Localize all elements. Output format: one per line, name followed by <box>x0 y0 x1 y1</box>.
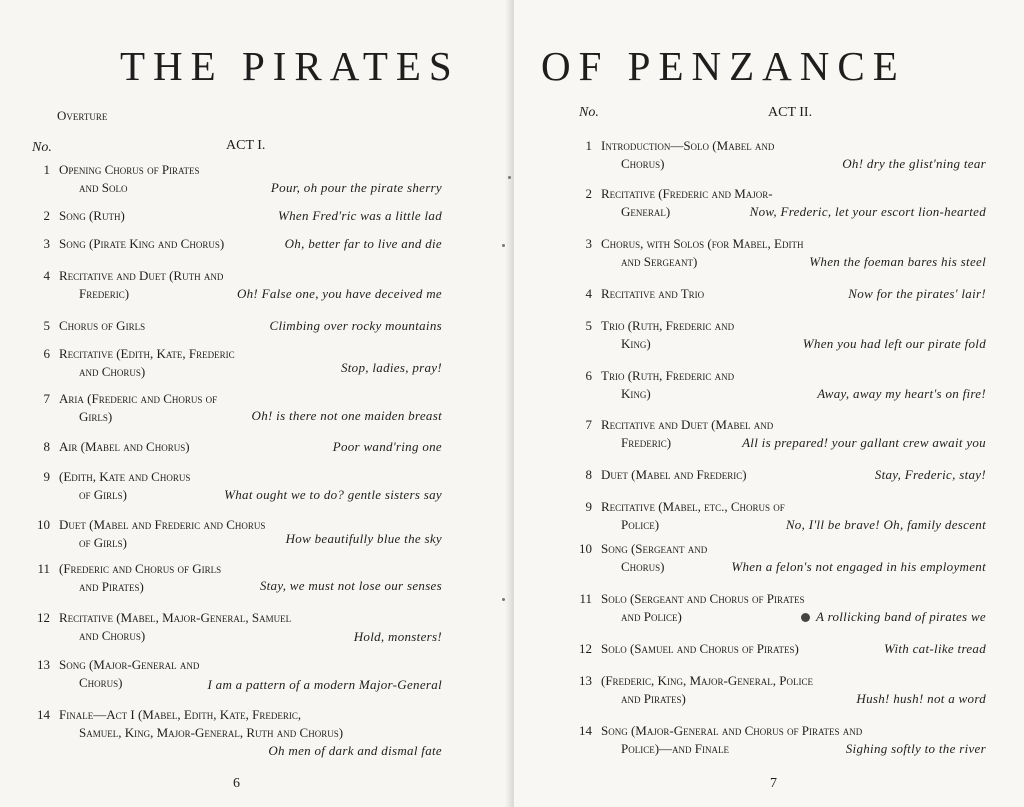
item-description: Recitative (Edith, Kate, Frederic and Chorus) <box>59 346 235 379</box>
item-first-line: With cat-like tread <box>884 641 986 656</box>
item-description: Trio (Ruth, Frederic and King) <box>601 318 735 351</box>
overture-label: Overture <box>57 108 108 123</box>
item-first-line: Away, away my heart's on fire! <box>817 386 986 401</box>
item-first-line: Hush! hush! not a word <box>856 691 986 706</box>
item-first-line: Oh men of dark and dismal fate <box>268 743 442 758</box>
item-first-line: What ought we to do? gentle sisters say <box>224 487 442 502</box>
item-first-line: I am a pattern of a modern Major-General <box>207 677 442 692</box>
item-first-line: Pour, oh pour the pirate sherry <box>270 180 442 195</box>
item-number: 3 <box>585 236 592 251</box>
item-first-line: Oh! dry the glist'ning tear <box>842 156 986 171</box>
right-page <box>514 0 1024 807</box>
item-description: Aria (Frederic and Chorus of Girls) <box>59 391 218 424</box>
item-number: 1 <box>43 162 50 177</box>
page-number: 6 <box>233 776 240 791</box>
item-description: Recitative (Mabel, etc., Chorus of Police) <box>601 499 785 532</box>
item-number: 10 <box>37 517 50 532</box>
title-left: THE PIRATES <box>120 43 460 89</box>
item-first-line: Stay, we must not lose our senses <box>259 578 442 593</box>
item-first-line: When the foeman bares his steel <box>809 254 986 269</box>
item-number: 14 <box>579 723 592 738</box>
item-description: Air (Mabel and Chorus) <box>59 439 190 454</box>
item-number: 6 <box>43 346 50 361</box>
item-first-line: Oh! is there not one maiden breast <box>251 408 442 423</box>
item-number: 13 <box>579 673 592 688</box>
item-first-line: Now, Frederic, let your escort lion-hearted <box>749 204 986 219</box>
item-number: 12 <box>37 610 50 625</box>
print-speck <box>502 244 505 247</box>
number-column-label: No. <box>579 105 599 120</box>
item-description: Duet (Mabel and Frederic) <box>601 467 747 482</box>
print-speck <box>502 598 505 601</box>
item-first-line: Stay, Frederic, stay! <box>874 467 986 482</box>
item-description: Solo (Samuel and Chorus of Pirates) <box>601 641 799 656</box>
item-number: 11 <box>37 561 50 576</box>
item-number: 9 <box>43 469 50 484</box>
item-description: Chorus, with Solos (for Mabel, Edith and Sergeant) <box>601 236 804 269</box>
item-number: 5 <box>585 318 592 333</box>
item-description: Recitative and Duet (Ruth and Frederic) <box>59 268 224 301</box>
item-description: Trio (Ruth, Frederic and King) <box>601 368 735 401</box>
item-first-line: When you had left our pirate fold <box>802 336 986 351</box>
item-description: Recitative and Duet (Mabel and Frederic) <box>601 417 774 450</box>
item-first-line: Poor wand'ring one <box>332 439 442 454</box>
item-number: 4 <box>585 286 592 301</box>
page-number: 7 <box>770 776 777 791</box>
item-description: Opening Chorus of Pirates and Solo <box>59 162 200 195</box>
number-column-label: No. <box>32 140 52 155</box>
item-number: 14 <box>37 707 50 722</box>
item-number: 12 <box>579 641 592 656</box>
item-first-line: Now for the pirates' lair! <box>848 286 986 301</box>
item-number: 7 <box>43 391 50 406</box>
item-description: Finale—Act I (Mabel, Edith, Kate, Frederic, Samuel, King, Major-General, Ruth and Chorus) <box>59 707 344 740</box>
item-first-line: Stop, ladies, pray! <box>340 360 442 375</box>
item-first-line: Climbing over rocky mountains <box>269 318 442 333</box>
item-number: 8 <box>585 467 592 482</box>
item-number: 4 <box>43 268 50 283</box>
item-number: 1 <box>585 138 592 153</box>
item-first-line: Oh! False one, you have deceived me <box>236 286 442 301</box>
item-description: Song (Major-General and Chorus) <box>59 657 200 690</box>
item-description: (Frederic and Chorus of Girls and Pirates) <box>59 561 222 594</box>
item-first-line: All is prepared! your gallant crew await you <box>742 435 986 450</box>
item-description: Recitative and Trio <box>601 286 705 301</box>
left-page <box>0 0 510 807</box>
item-description: Song (Ruth) <box>59 208 125 223</box>
act-heading: ACT II. <box>768 105 813 120</box>
title-right: OF PENZANCE <box>541 43 906 89</box>
print-speck <box>508 176 511 179</box>
item-first-line: Oh, better far to live and die <box>284 236 442 251</box>
item-description: Recitative (Mabel, Major-General, Samuel and Chorus) <box>59 610 292 643</box>
item-first-line: Sighing softly to the river <box>845 741 986 756</box>
item-description: (Edith, Kate and Chorus of Girls) <box>59 469 191 502</box>
item-description: Song (Sergeant and Chorus) <box>601 541 708 574</box>
item-description: Chorus of Girls <box>59 318 146 333</box>
item-number: 6 <box>585 368 592 383</box>
item-description: Song (Major-General and Chorus of Pirates and Police)—and Finale <box>601 723 863 756</box>
item-number: 2 <box>585 186 592 201</box>
item-description: Solo (Sergeant and Chorus of Pirates and Police) <box>601 591 805 624</box>
item-number: 8 <box>43 439 50 454</box>
item-description: Song (Pirate King and Chorus) <box>59 236 225 251</box>
item-number: 10 <box>579 541 592 556</box>
item-first-line: A rollicking band of pirates we <box>801 608 986 626</box>
item-first-line: When Fred'ric was a little lad <box>277 208 442 223</box>
item-number: 9 <box>585 499 592 514</box>
act-heading: ACT I. <box>226 138 266 153</box>
item-first-line: Hold, monsters! <box>353 629 442 644</box>
item-number: 13 <box>37 657 50 672</box>
item-first-line: When a felon's not engaged in his employment <box>731 559 986 574</box>
item-number: 7 <box>585 417 592 432</box>
item-description: Introduction—Solo (Mabel and Chorus) <box>601 138 775 171</box>
item-number: 5 <box>43 318 50 333</box>
item-first-line: No, I'll be brave! Oh, family descent <box>785 517 986 532</box>
item-description: Duet (Mabel and Frederic and Chorus of Girls) <box>59 517 266 550</box>
item-description: Recitative (Frederic and Major- General) <box>601 186 773 219</box>
ink-blot-mark <box>801 613 810 622</box>
item-number: 11 <box>579 591 592 606</box>
item-number: 3 <box>43 236 50 251</box>
item-number: 2 <box>43 208 50 223</box>
item-description: (Frederic, King, Major-General, Police and Pirates) <box>601 673 813 706</box>
item-first-line: How beautifully blue the sky <box>285 531 442 546</box>
